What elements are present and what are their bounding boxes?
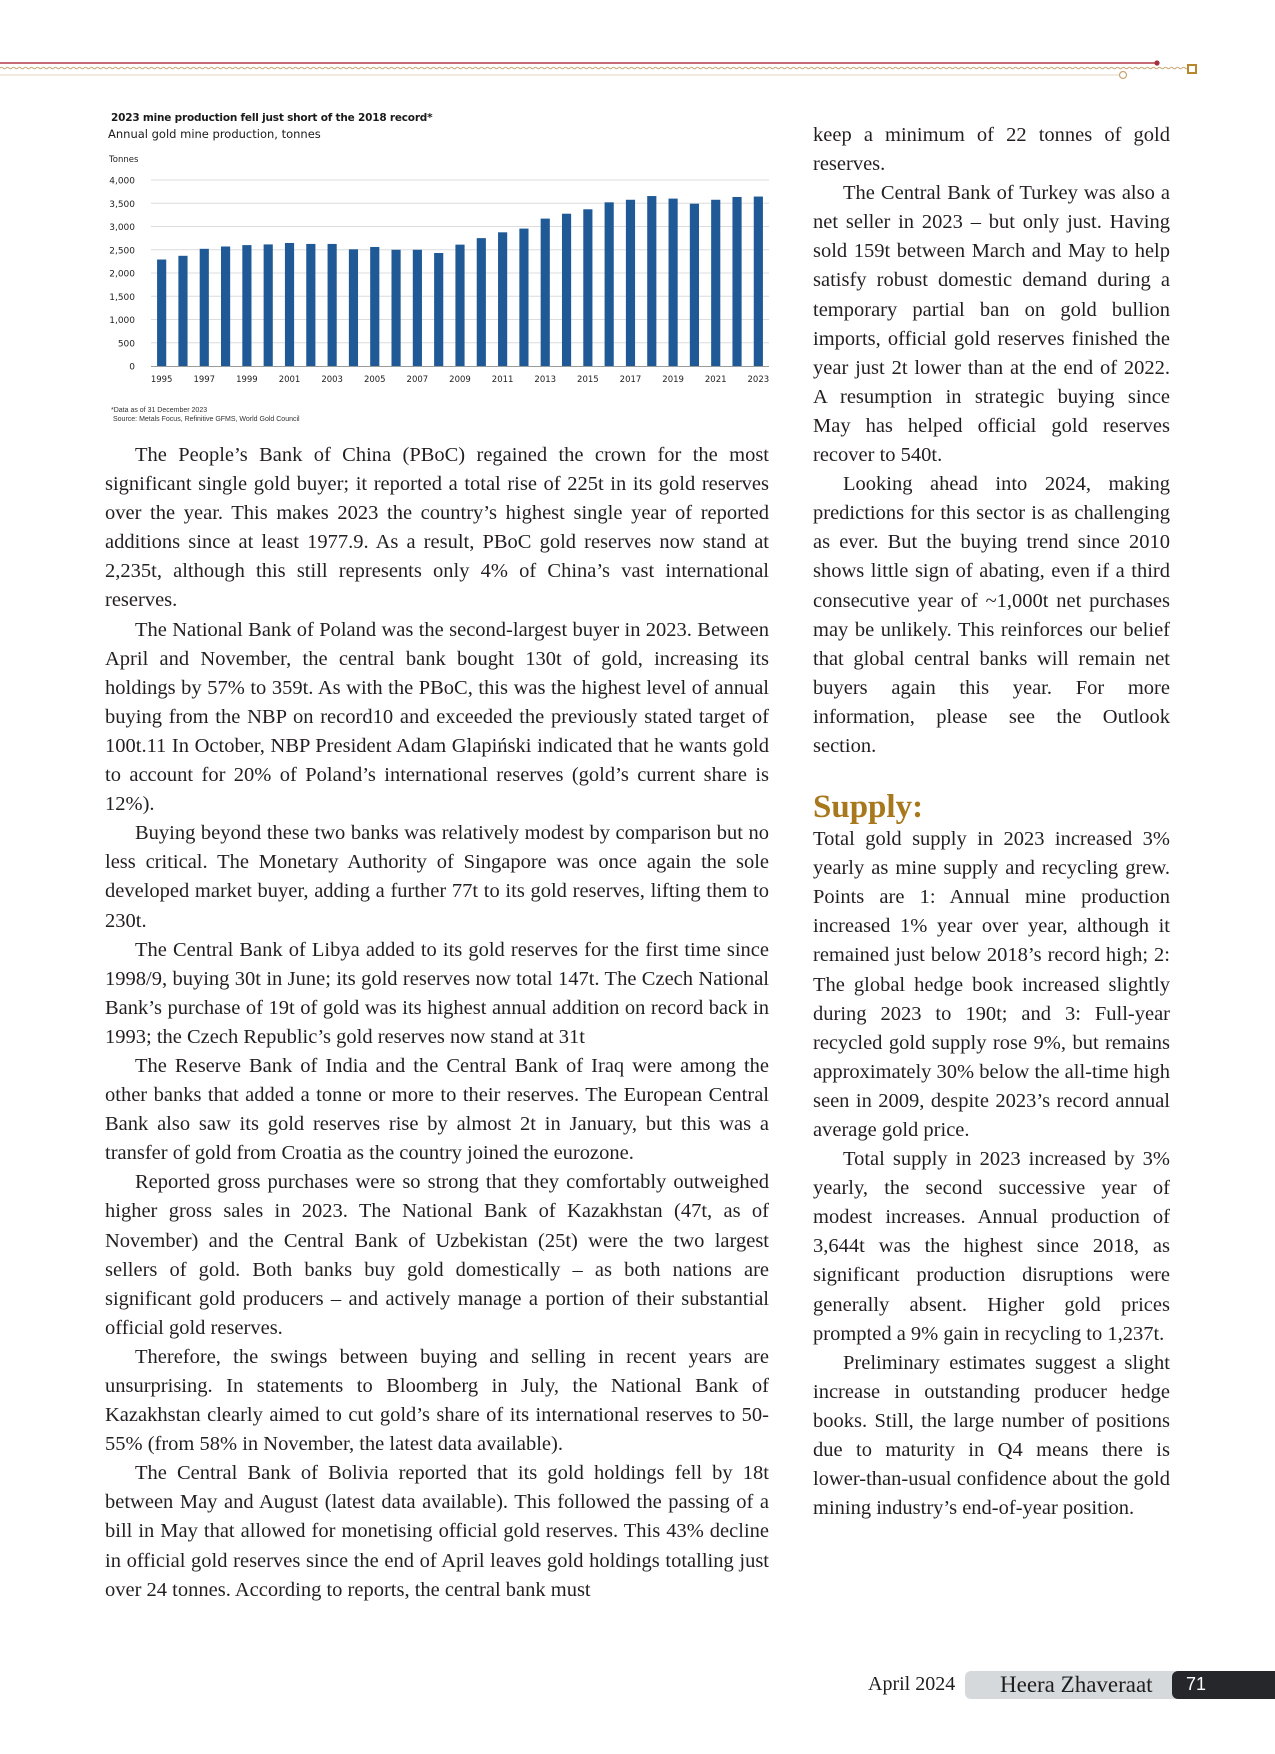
magazine-name: Heera Zhaveraat [1000,1672,1153,1697]
bar-2013 [541,219,550,366]
supply-heading: Supply: [813,789,924,826]
mine-production-chart [105,110,775,430]
bar-2011 [498,232,507,366]
x-tick-label: 2001 [278,375,301,385]
bar-2020 [690,204,699,366]
y-axis-label: Tonnes [109,155,139,165]
bar-2009 [455,245,464,366]
bar-2006 [391,250,400,366]
page-footer [0,1671,1275,1701]
x-tick-label: 2019 [662,375,684,385]
paragraph-gross-purchases: Reported gross purchases were so strong that they comfortably outweighed higher gross sales in 2023. The National Bank of Kazakhstan (47t, as of November) and the Central Bank of Uzbekistan (25t) were the two largest sellers of gold. Both banks buy gold domestically – as both nations are significant gold producers – and actively manage a portion of their substantial official gold reserves. [105,1171,769,1339]
y-tick-label: 4,000 [109,176,135,187]
bar-2023 [754,197,763,366]
y-tick-label: 3,500 [109,199,135,210]
bar-1996 [178,256,187,366]
bar-1999 [242,245,251,366]
x-tick-label: 1999 [236,375,258,385]
bar-2008 [434,253,443,366]
paragraph-supply-summary: Total gold supply in 2023 increased 3% yearly as mine supply and recycling grew. Points are 1: Annual mine production increased 1% year over year, although it remained just below 2018’s record high; 2: The global hedge book increased slightly during 2023 to 190t; and 3: Full-year recycled gold supply rose 9%, but remains approximately 30% below the all-time high seen in 2009, despite 2023’s record annual average gold price. [813,828,1170,1141]
bar-2019 [669,199,678,366]
chart-title: 2023 mine production fell just short of the 2018 record* [111,112,433,124]
bar-2004 [349,249,358,366]
issue-date: April 2024 [868,1673,956,1695]
header-circle-ornament [1120,72,1127,79]
x-tick-label: 2011 [491,375,514,385]
x-tick-label: 1997 [193,375,216,385]
paragraph-kazakhstan: Therefore, the swings between buying and selling in recent years are unsurprising. In statements to Bloomberg in July, the National Bank of Kazakhstan clearly aimed to cut gold’s share of its international reserves to 50-55% (from 58% in November, the latest data available). [105,1345,769,1456]
header-red-dot [1154,60,1159,65]
bar-1997 [200,249,209,366]
bar-2015 [583,209,592,366]
left-column [105,441,769,1605]
bar-2002 [306,244,315,366]
x-tick-label: 2005 [363,375,386,385]
chart-subtitle: Annual gold mine production, tonnes [108,127,321,141]
paragraph-bolivia: The Central Bank of Bolivia reported that its gold holdings fell by 18t between May and August (latest data available). This followed the passing of a bill in May that allowed for monetising official gold reserves. This 43% decline in official gold reserves since the end of April leaves gold holdings totalling just over 24 tonnes. According to reports, the central bank must [105,1462,769,1601]
y-tick-label: 0 [129,362,135,373]
bar-2021 [711,200,720,366]
page-number: 71 [1186,1674,1207,1694]
chart-plot [105,150,775,400]
y-tick-label: 3,000 [109,223,135,233]
paragraph-singapore: Buying beyond these two banks was relatively modest by comparison but no less critical. The Monetary Authority of Singapore was once again the sole developed market buyer, adding a further 77t to its gold reserves, lifting them to 230t. [105,822,769,932]
x-tick-label: 2015 [577,375,599,385]
x-tick-label: 2013 [534,375,557,385]
bar-2001 [285,243,294,366]
y-tick-label: 2,500 [109,246,135,257]
paragraph-hedge-books: Preliminary estimates suggest a slight increase in outstanding producer hedge books. Still, the large number of positions due to maturity in Q4 means there is lower-than-usual confidence about the gold mining industry’s end-of-year position. [813,1351,1170,1520]
x-tick-label: 2023 [747,375,770,385]
paragraph-india-iraq: The Reserve Bank of India and the Central Bank of Iraq were among the other banks that added a tonne or more to their reserves. The European Central Bank also saw its gold reserves rise by almost 2t in January, but this was a transfer of gold from Croatia as the country joined the eurozone. [105,1054,769,1165]
x-tick-label: 2021 [704,375,727,385]
paragraph-libya-czech: The Central Bank of Libya added to its gold reserves for the first time since 1998/9, buying 30t in June; its gold reserves now total 147t. The Czech National Bank’s purchase of 19t of gold was its highest annual addition on record back in 1993; the Czech Republic’s gold reserves now stand at 31t [105,938,769,1048]
y-tick-label: 500 [117,339,135,350]
y-tick-label: 1,000 [109,316,135,326]
bar-2007 [413,250,422,366]
right-column [813,121,1170,1523]
chart-footnote [111,406,300,424]
paragraph-outlook: Looking ahead into 2024, making predictions for this sector is as challenging as ever. But the buying trend since 2010 shows little sign of abating, even if a third consecutive year of ~1,000t net purchases may be unlikely. This reinforces our belief that global central banks will remain net buyers again this year. For more information, please see the Outlook section. [813,473,1170,757]
chart-footnote-date: *Data as of 31 December 2023 [111,407,208,414]
x-tick-label: 1995 [150,375,173,385]
bar-1998 [221,246,230,366]
bar-1995 [157,260,166,366]
paragraph-bolivia-continued: keep a minimum of 22 tonnes of gold reserves. [813,124,1170,176]
x-tick-label: 2003 [321,375,343,385]
bar-2018 [647,196,656,366]
bar-2000 [264,244,273,366]
chart-source: Source: Metals Focus, Refinitive GFMS, World Gold Council [113,416,300,423]
header-decoration [0,55,1275,85]
x-tick-label: 2009 [449,375,471,385]
paragraph-total-supply: Total supply in 2023 increased by 3% yearly, the second successive year of modest increases. Annual production of 3,644t was the highest since 2018, as significant production disruptions were generally absent. Higher gold prices prompted a 9% gain in recycling to 1,237t. [813,1148,1170,1345]
bar-2005 [370,247,379,366]
x-tick-label: 2007 [406,375,429,385]
header-square-ornament [1188,65,1196,73]
paragraph-turkey: The Central Bank of Turkey was also a net seller in 2023 – but only just. Having sold 159t between March and May to help satisfy robust domestic demand during a temporary partial ban on gold bullion imports, official gold reserves finished the year just 2t lower than at the end of 2022. A resumption in strategic buying since May has helped official gold reserves recover to 540t. [813,182,1170,467]
y-tick-label: 2,000 [109,269,135,280]
bar-2014 [562,214,571,366]
y-tick-label: 1,500 [109,292,135,303]
paragraph-poland: The National Bank of Poland was the second-largest buyer in 2023. Between April and November, the central bank bought 130t of gold, increasing its holdings by 57% to 359t. As with the PBoC, this was the highest level of annual buying from the NBP on record10 and exceeded the previously stated target of 100t.11 In October, NBP President Adam Glapiński indicated that he wants gold to account for 20% of Poland’s international reserves (gold’s current share is 12%). [105,618,769,816]
header-wavy-rule [0,67,1188,69]
bar-2022 [732,197,741,366]
paragraph-pboc: The People’s Bank of China (PBoC) regained the crown for the most significant single gold buyer; it reported a total rise of 225t in its gold reserves over the year. This makes 2023 the country’s highest single year of reported additions since at least 1977.9. As a result, PBoC gold reserves now stand at 2,235t, although this still represents only 4% of China’s vast international reserves. [105,444,769,612]
bar-2010 [477,238,486,366]
bar-2017 [626,200,635,366]
x-tick-label: 2017 [619,375,642,385]
bar-2016 [605,202,614,366]
bar-2012 [519,229,528,366]
bar-2003 [328,244,337,366]
